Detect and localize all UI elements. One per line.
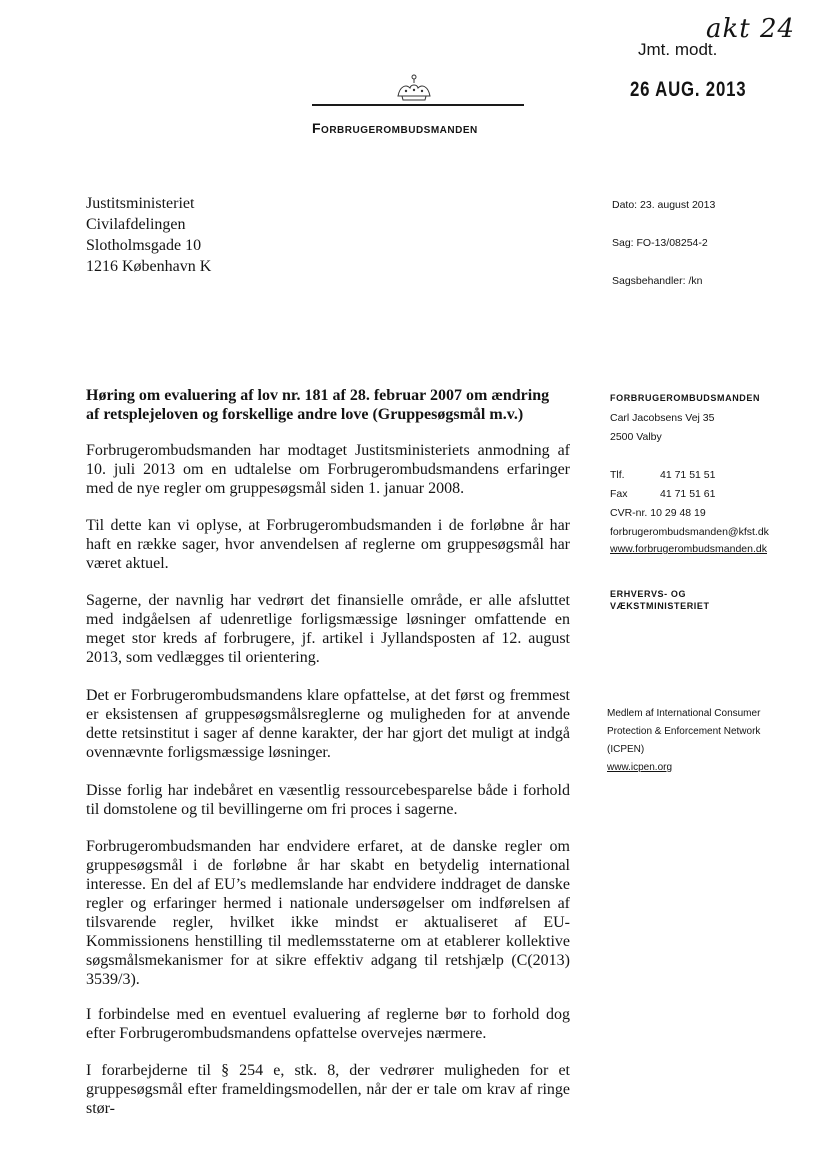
sidebar-address	[610, 409, 714, 447]
sidebar-org-name: FORBRUGEROMBUDSMANDEN	[610, 393, 761, 403]
sidebar-contact	[610, 466, 769, 556]
membership-line: Protection & Enforcement Network	[607, 726, 761, 737]
body-paragraph: Forbrugerombudsmanden har modtaget Justitsministeriets anmodning af 10. juli 2013 om en udtalelse om Forbrugerombudsmandens erfaringer med de nye regler om gruppesøgsmål siden 1. januar 2008.	[86, 442, 570, 497]
received-stamp-label: Jmt. modt.	[638, 40, 718, 59]
body-paragraph: Det er Forbrugerombudsmandens klare opfattelse, at det først og fremmest er eksistensen af gruppesøgsmålsreglerne og muligheden for at anvende dette retsinstitut i sager af denne karakter, der har gjort det muligt at indgå ovennævnte forligsmæssige løsninger.	[86, 687, 570, 761]
ministry-line: VÆKSTMINISTERIET	[610, 601, 710, 611]
recipient-line: Justitsministeriet	[86, 195, 195, 212]
membership-line: (ICPEN)	[607, 744, 645, 755]
recipient-line: Slotholmsgade 10	[86, 237, 202, 254]
fax-label: Fax	[610, 488, 628, 500]
case-handler: Sagsbehandler: /kn	[612, 275, 703, 287]
phone-label: Tlf.	[610, 469, 625, 481]
cvr-number: CVR-nr. 10 29 48 19	[610, 507, 706, 519]
phone-number: 41 71 51 51	[660, 469, 716, 481]
body-paragraph: Sagerne, der navnlig har vedrørt det finansielle område, er alle afsluttet med indgåelsen af udenretlige forligsmæssige løsninger omfattende en meget stor kreds af forbrugere, jf. artikel i Jyllandsposten af 12. august 2013, som vedlægges til orientering.	[86, 592, 570, 666]
email-link[interactable]: forbrugerombudsmanden@kfst.dk	[610, 526, 769, 538]
recipient-address	[86, 193, 211, 277]
recipient-line: Civilafdelingen	[86, 216, 186, 233]
fax-row	[610, 485, 769, 504]
ministry-line: ERHVERVS- OG	[610, 589, 687, 599]
body-paragraph: Forbrugerombudsmanden har endvidere erfaret, at de danske regler om gruppesøgsmål i de forløbne år har skabt en betydelig international interesse. En del af EU’s medlemslande har endvidere inddraget de danske regler og erfaringer hermed i nationale undersøgelser om indførelsen af tilsvarende regler, hvilket ikke mindst er aktualiseret af EU-Kommissionens henstilling til medlemsstaterne om at etablerer kollektive søgsmålsmekanismer for at sikre effektiv adgang til retshjælp (C(2013) 3539/3).	[86, 838, 570, 988]
recipient-line: 1216 København K	[86, 258, 212, 275]
body-paragraph: Disse forlig har indebåret en væsentlig ressourcebesparelse både i forhold til domstolene og til bevillingerne om fri proces i sagerne.	[86, 782, 570, 818]
fax-number: 41 71 51 61	[660, 488, 716, 500]
icpen-link[interactable]: www.icpen.org	[607, 762, 673, 773]
case-number: Sag: FO-13/08254-2	[612, 237, 708, 249]
received-stamp-date: 26 AUG. 2013	[630, 78, 747, 101]
phone-row	[610, 466, 769, 485]
sidebar-city: 2500 Valby	[610, 431, 662, 443]
body-paragraph: I forarbejderne til § 254 e, stk. 8, der vedrører muligheden for et gruppesøgsmål efter frameldingsmodellen, når der er tale om krav af ringe stør-	[86, 1062, 570, 1117]
membership-line: Medlem af International Consumer	[607, 708, 761, 719]
body-paragraph: Til dette kan vi oplyse, at Forbrugerombudsmanden i de forløbne år har haft en række sager, hvor anvendelsen af reglerne om gruppesøgsmål har været aktuel.	[86, 517, 570, 572]
ministry-name	[610, 588, 710, 612]
letterhead-rule	[312, 104, 524, 106]
sidebar-street: Carl Jacobsens Vej 35	[610, 412, 715, 424]
membership-note	[607, 705, 760, 777]
body-paragraph: I forbindelse med en eventuel evaluering af reglerne bør to forhold dog efter Forbrugerombudsmandens opfattelse overvejes nærmere.	[86, 1006, 570, 1042]
subject-heading: Høring om evaluering af lov nr. 181 af 28. februar 2007 om ændring af retsplejeloven og forskellige andre love (Gruppesøgsmål m.v.)	[86, 387, 550, 423]
website-link[interactable]: www.forbrugerombudsmanden.dk	[610, 543, 767, 555]
letter-date: Dato: 23. august 2013	[612, 199, 716, 211]
letterhead-brand: Forbrugerombudsmanden	[312, 120, 478, 136]
handwritten-note: akt 24	[706, 14, 796, 44]
